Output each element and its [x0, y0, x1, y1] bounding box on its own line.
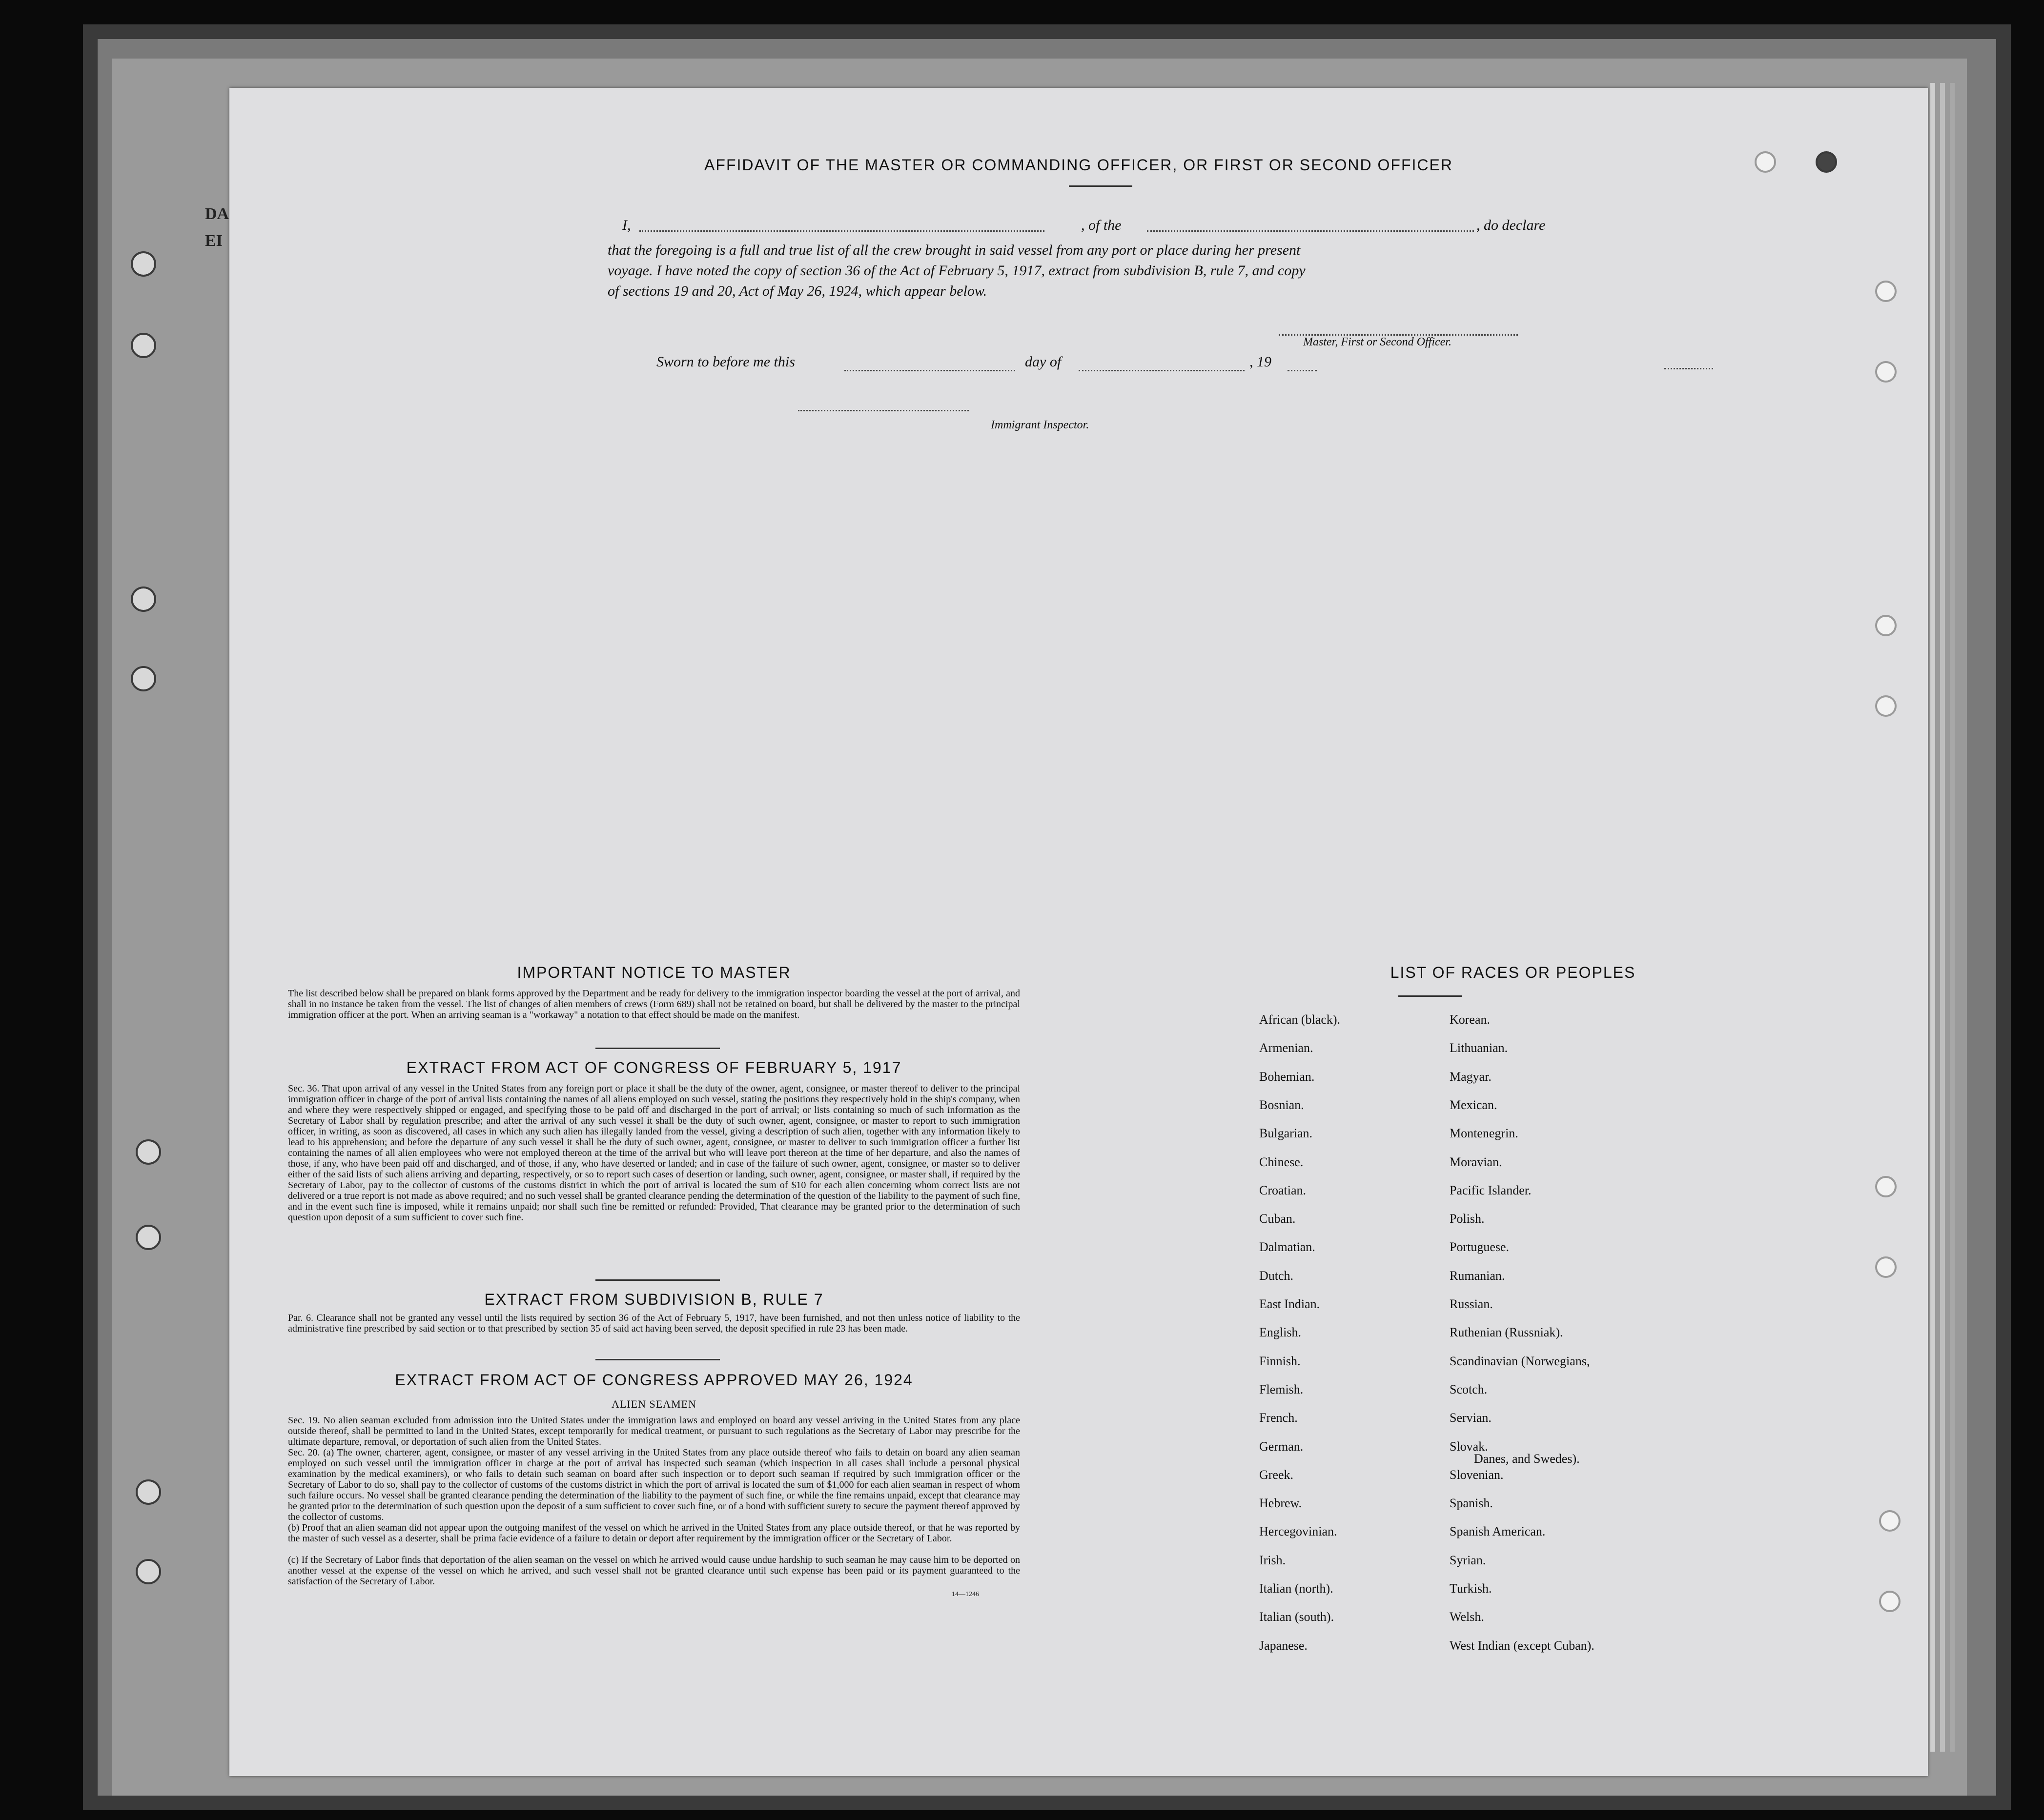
- race-item: Spanish.: [1450, 1496, 1493, 1511]
- margin-line: [1664, 368, 1713, 369]
- extract-1917-title: EXTRACT FROM ACT OF CONGRESS OF FEBRUARY 5, 1917: [406, 1059, 902, 1076]
- extract-1924-title: EXTRACT FROM ACT OF CONGRESS APPROVED MAY 26, 1924: [395, 1371, 913, 1389]
- race-item: Irish.: [1259, 1553, 1286, 1567]
- race-item: Rumanian.: [1450, 1268, 1505, 1283]
- race-item: Montenegrin.: [1450, 1126, 1518, 1141]
- punch-hole: [1875, 615, 1897, 636]
- punch-hole: [1875, 695, 1897, 717]
- extract-1924-sec19: Sec. 19. No alien seaman excluded from admission into the United States under the immigration laws and employed on board any vessel arriving in the United States from any place outside thereof, shall be permitted to land in the United States, except temporarily for medical treatment, or pursuant to such regulations as the Secretary of Labor may prescribe for the ultimate departure, removal, or deportation of such alien from the United States.: [288, 1415, 1020, 1447]
- section-rule: [595, 1279, 720, 1281]
- binder-hole: [131, 586, 156, 612]
- affidavit-body: [608, 240, 1603, 302]
- inspector-caption: Immigrant Inspector.: [991, 419, 1089, 431]
- notice-title: IMPORTANT NOTICE TO MASTER: [517, 964, 791, 981]
- name-line: [639, 230, 1044, 232]
- race-item: Syrian.: [1450, 1553, 1486, 1567]
- race-item: German.: [1259, 1439, 1304, 1454]
- race-item: Hebrew.: [1259, 1496, 1302, 1511]
- race-item: Scandinavian (Norwegians,: [1450, 1354, 1590, 1368]
- races-title: LIST OF RACES OR PEOPLES: [1390, 964, 1636, 981]
- affidavit-body-line3: of sections 19 and 20, Act of May 26, 1924, which appear below.: [608, 283, 987, 299]
- race-item: Dalmatian.: [1259, 1240, 1315, 1254]
- race-item: Bohemian.: [1259, 1069, 1315, 1084]
- race-item: Pacific Islander.: [1450, 1183, 1532, 1197]
- race-item: Welsh.: [1450, 1610, 1484, 1624]
- day-of-label: day of: [1025, 354, 1062, 370]
- binder-hole: [136, 1479, 161, 1505]
- sworn-label: Sworn to before me this: [656, 354, 795, 370]
- race-item: Slovak.: [1450, 1439, 1488, 1454]
- race-item: Cuban.: [1259, 1212, 1296, 1226]
- binder-hole: [131, 333, 156, 358]
- binder-hole: [131, 666, 156, 691]
- sworn-day-line: [844, 370, 1015, 371]
- margin-fragment-da: DA: [205, 205, 229, 223]
- race-item: Korean.: [1450, 1012, 1491, 1027]
- race-item: Armenian.: [1259, 1041, 1313, 1055]
- extract-1924-subtitle: ALIEN SEAMEN: [612, 1398, 696, 1410]
- race-item: Dutch.: [1259, 1268, 1294, 1283]
- race-item: Polish.: [1450, 1212, 1485, 1226]
- races-rule: [1398, 995, 1462, 997]
- section-rule: [595, 1048, 720, 1049]
- race-item: Magyar.: [1450, 1069, 1492, 1084]
- manifest-page: [229, 88, 1928, 1776]
- binder-hole: [136, 1225, 161, 1250]
- race-item: Flemish.: [1259, 1382, 1304, 1396]
- race-item: Japanese.: [1259, 1638, 1308, 1653]
- race-item: African (black).: [1259, 1012, 1341, 1027]
- affidavit-body-line1: that the foregoing is a full and true list of all the crew brought in said vessel from any port or place during her present: [608, 242, 1301, 258]
- race-item: East Indian.: [1259, 1297, 1320, 1311]
- page-edge: [1930, 83, 1935, 1752]
- year-label: , 19: [1249, 354, 1271, 370]
- punch-hole: [1875, 281, 1897, 302]
- affidavit-declare-label: , do declare: [1476, 217, 1546, 233]
- race-item: West Indian (except Cuban).: [1450, 1638, 1594, 1653]
- affidavit-body-line2: voyage. I have noted the copy of section 36 of the Act of February 5, 1917, extract from subdivision B, rule 7, and copy: [608, 263, 1306, 279]
- affidavit-i-label: I,: [622, 217, 631, 233]
- punch-hole: [1875, 1176, 1897, 1197]
- race-item: Finnish.: [1259, 1354, 1301, 1368]
- punch-hole: [1875, 1256, 1897, 1278]
- race-item: Mexican.: [1450, 1097, 1497, 1112]
- race-item: Servian.: [1450, 1411, 1492, 1425]
- page-edge: [1940, 83, 1945, 1752]
- extract-rule7-text: Par. 6. Clearance shall not be granted any vessel until the lists required by section 36 of the Act of February 5, 1917, have been furnished, and not then unless notice of liability to the administrative fine prescribed by said section or to that prescribed by section 35 of said act having been served, the deposit specified in rule 23 has been made.: [288, 1313, 1020, 1334]
- race-item: French.: [1259, 1411, 1298, 1425]
- punch-hole: [1875, 361, 1897, 383]
- race-item: Greek.: [1259, 1467, 1294, 1482]
- race-item: Hercegovinian.: [1259, 1524, 1337, 1539]
- race-item: Slovenian.: [1450, 1467, 1504, 1482]
- sworn-month-line: [1079, 370, 1245, 371]
- race-item: Italian (north).: [1259, 1581, 1333, 1596]
- extract-1917-text: Sec. 36. That upon arrival of any vessel in the United States from any foreign port or place it shall be the duty of the owner, agent, consignee, or master thereof to deliver to the principal immigration officer in charge of the port of arrival lists containing the names of all aliens employed on such vessel, stating the positions they respectively hold in the ship's company, when and where they were respectively shipped or engaged, and specifying those to be paid off and discharged in the port of arrival; or lists containing so much of such information as the Secretary of Labor shall by regulation prescribe; and after the arrival of any such vessel it shall be the duty of such owner, agent, consignee, or master to report to such immigration officer, in writing, as soon as discovered, all cases in which any such alien has illegally landed from the vessel, giving a description of such alien, together with any information likely to lead to his apprehension; and before the departure of any such vessel it shall be the duty of such owner, agent, consignee, or master to deliver to such immigration officer a further list containing the names of all alien employees who were not employed thereon at the time of the arrival but who will leave port thereon at the time of her departure, and also the names of those, if any, who have been paid off and discharged, and of those, if any, who have deserted or landed; and in case of the failure of such owner, agent, consignee, or master so to deliver either of the said lists of such aliens arriving and departing, respectively, or so to report such cases of desertion or landing, such owner, agent, consignee, or master shall, if required by the Secretary of Labor, pay to the collector of customs of the customs district in which the port of arrival is located the sum of $10 for each alien concerning whom correct lists are not delivered or a true report is not made as above required; and no such vessel shall be granted clearance pending the determination of the question of the liability to the payment of such fine, and in the event such fine is imposed, while it remains unpaid; nor shall such fine be remitted or refunded: Provided, That clearance may be granted prior to the determination of such question upon deposit of a sum sufficient to cover such fine.: [288, 1083, 1020, 1223]
- race-item: Portuguese.: [1450, 1240, 1510, 1254]
- form-number: 14—1246: [952, 1591, 979, 1598]
- notice-text: The list described below shall be prepared on blank forms approved by the Department and be ready for delivery to the immigration inspector boarding the vessel at the port of arrival, and shall in no instance be taken from the vessel. The list of changes of alien members of crews (Form 689) shall not be retained on board, but shall be delivered by the master to the principal immigration officer at the port. When an arriving seaman is a "workaway" a notation to that effect should be made on the manifest.: [288, 988, 1020, 1020]
- race-item: Bulgarian.: [1259, 1126, 1313, 1141]
- race-item: Ruthenian (Russniak).: [1450, 1325, 1563, 1340]
- punch-hole: [1879, 1591, 1901, 1612]
- extract-1924-sec20c: (c) If the Secretary of Labor finds that deportation of the alien seaman on the vessel on which he arrived would cause undue hardship to such seaman he may cause him to be deported on another vessel at the expense of the vessel on which he arrived, and such vessel shall not be granted clearance until such expense has been paid or its payment guaranteed to the satisfaction of the Secretary of Labor.: [288, 1555, 1020, 1587]
- race-item: Chinese.: [1259, 1154, 1304, 1169]
- extract-1924-sec20a: Sec. 20. (a) The owner, charterer, agent, consignee, or master of any vessel arriving in the United States from any place outside thereof who fails to detain on board any alien seaman employed on such vessel until the immigration officer in charge at the port of arrival has inspected such seaman (which inspection in all cases shall include a personal physical examination by the medical examiners), or who fails to detain such seaman on board after such inspection or to deport such seaman if required by such immigration officer or the Secretary of Labor to do so, shall pay to the collector of customs of the customs district in which the port of arrival is located the sum of $1,000 for each alien seaman in respect of whom such failure occurs. No vessel shall be granted clearance pending the determination of the liability to the payment of such fine, or while the fine remains unpaid, except that clearance may be granted prior to the determination of such question upon the deposit of a sum sufficient to cover such fine, or of a bond with sufficient surety to secure the payment thereof approved by the collector of customs.: [288, 1447, 1020, 1522]
- race-item: Bosnian.: [1259, 1097, 1304, 1112]
- page-edge: [1950, 83, 1955, 1752]
- extract-1924-sec20b: (b) Proof that an alien seaman did not appear upon the outgoing manifest of the vessel on which he arrived in the United States from any place outside thereof, or that he was reported by the master of such vessel as a deserter, shall be prima facie evidence of a failure to detain or deport after requirement by the immigration officer or the Secretary of Labor.: [288, 1522, 1020, 1544]
- affidavit-title: AFFIDAVIT OF THE MASTER OR COMMANDING OFFICER, OR FIRST OR SECOND OFFICER: [704, 156, 1453, 174]
- race-item: Italian (south).: [1259, 1610, 1334, 1624]
- race-item: English.: [1259, 1325, 1301, 1340]
- margin-fragment-ei: EI: [205, 232, 223, 250]
- affidavit-of-the-label: , of the: [1081, 217, 1122, 233]
- race-item: Croatian.: [1259, 1183, 1307, 1197]
- race-scandinavian-line2: Danes, and Swedes).: [1474, 1452, 1580, 1466]
- race-item: Moravian.: [1450, 1154, 1502, 1169]
- sworn-year-line: [1288, 370, 1317, 371]
- binder-hole: [131, 251, 156, 277]
- race-item: Turkish.: [1450, 1581, 1492, 1596]
- binder-hole: [136, 1559, 161, 1584]
- race-item: Scotch.: [1450, 1382, 1488, 1396]
- title-rule: [1069, 185, 1132, 187]
- vessel-line: [1147, 230, 1474, 232]
- inspector-signature-line: [798, 410, 969, 411]
- master-caption: Master, First or Second Officer.: [1303, 336, 1451, 348]
- race-item: Lithuanian.: [1450, 1041, 1508, 1055]
- section-rule: [595, 1359, 720, 1360]
- race-item: Spanish American.: [1450, 1524, 1546, 1539]
- binder-hole: [136, 1139, 161, 1165]
- race-item: Russian.: [1450, 1297, 1493, 1311]
- punch-hole: [1879, 1510, 1901, 1532]
- extract-rule7-title: EXTRACT FROM SUBDIVISION B, RULE 7: [484, 1291, 824, 1308]
